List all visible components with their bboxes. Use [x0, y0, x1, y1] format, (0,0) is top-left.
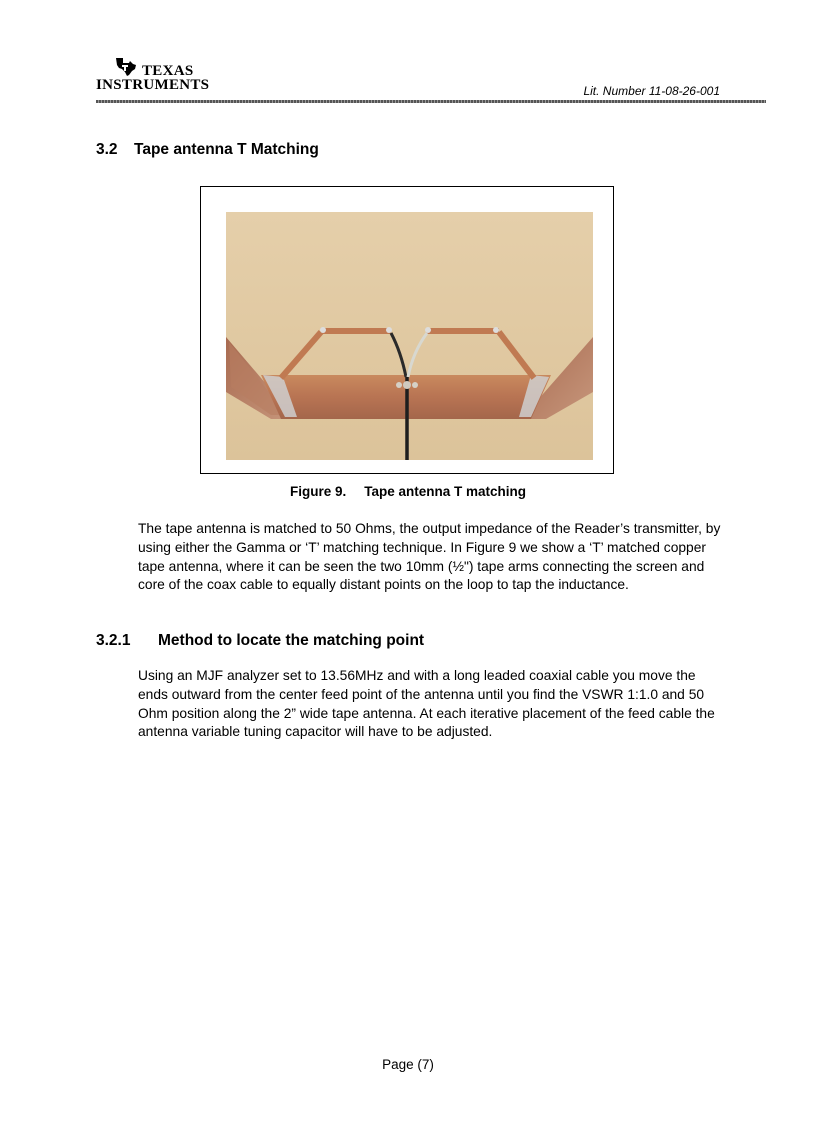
section-heading — [96, 141, 319, 159]
subsection-number: 3.2.1 — [96, 632, 131, 649]
texas-state-icon — [114, 56, 138, 78]
figure-frame — [200, 186, 614, 474]
logo-text-instruments: INSTRUMENTS — [96, 77, 210, 93]
page-number: Page (7) — [382, 1057, 434, 1072]
header-divider — [96, 100, 766, 103]
figure-caption — [0, 484, 816, 499]
body-paragraph-1: The tape antenna is matched to 50 Ohms, the output impedance of the Reader’s transmitter, by using either the Gamma or ‘T’ matching technique. In Figure 9 we show a ‘T’ matched copper tape antenna, where it can be seen the two 10mm (½") tape arms connecting the screen and core of the coax cable to equally distant points on the loop to tap the inductance. — [138, 521, 721, 593]
figure-caption-text: Tape antenna T matching — [364, 484, 527, 499]
figure-label: Figure 9. — [289, 484, 347, 499]
body-paragraph-2: Using an MJF analyzer set to 13.56MHz and with a long leaded coaxial cable you move the ends outward from the center feed point of the antenna until you find the VSWR 1:1.0 and 50 Ohm position along the 2” wide tape antenna. At each iterative placement of the feed cable the antenna variable tuning capacitor will have to be adjusted. — [138, 668, 715, 740]
ti-logo — [96, 56, 226, 96]
subsection-heading — [96, 632, 424, 650]
subsection-title: Method to locate the matching point — [158, 632, 425, 649]
logo-text-texas: TEXAS — [142, 63, 194, 79]
lit-number: Lit. Number 11-08-26-001 — [583, 84, 720, 98]
antenna-photo — [201, 187, 613, 473]
section-number: 3.2 — [96, 141, 118, 158]
section-title: Tape antenna T Matching — [134, 141, 319, 158]
